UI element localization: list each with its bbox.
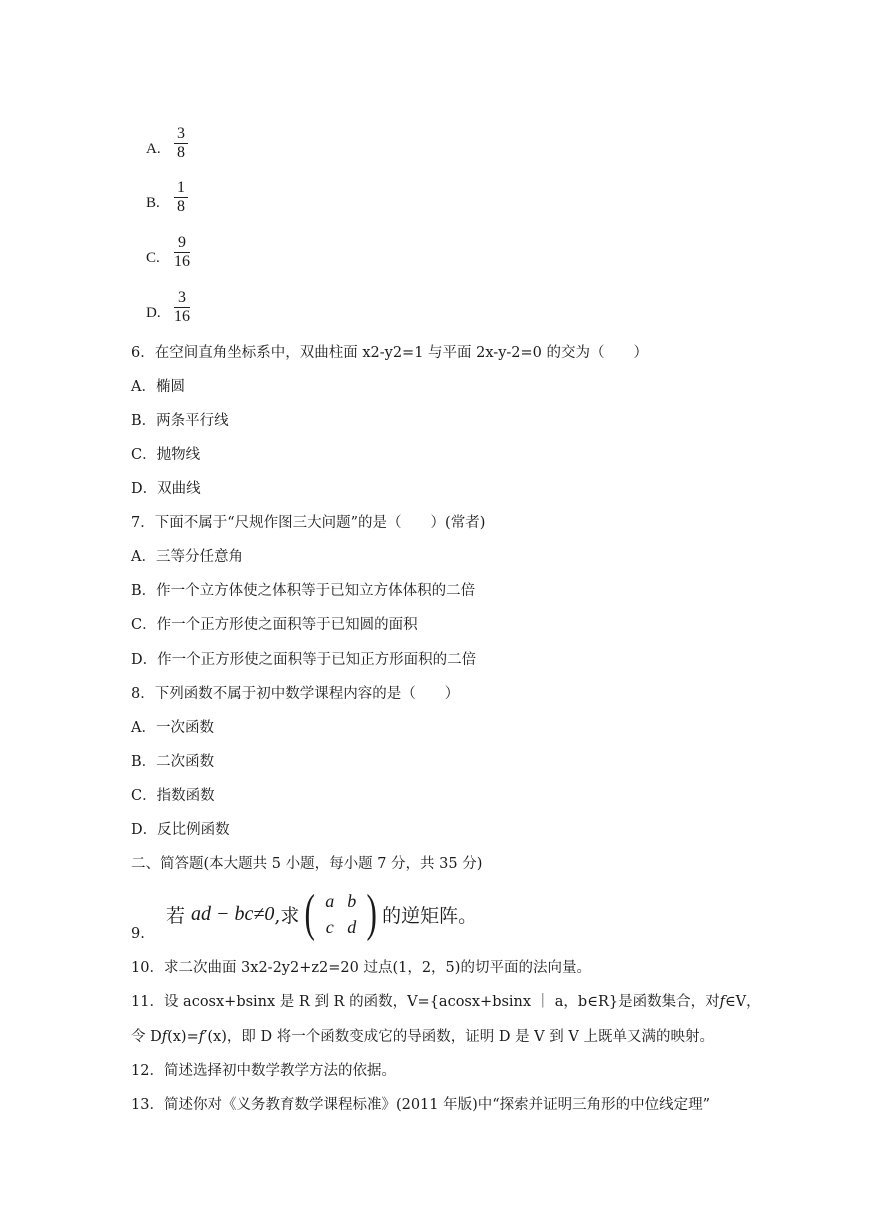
q6-option-d: D．双曲线 xyxy=(131,481,201,497)
q10: 10．求二次曲面 3x2-2y2+z2=20 过点(1，2，5)的切平面的法向量。 xyxy=(131,960,591,976)
fraction xyxy=(174,179,188,216)
denominator: 16 xyxy=(174,308,190,325)
q11-line-2: 令 D𝑓(x)=𝑓′(x)，即 D 将一个函数变成它的导函数，证明 D 是 V 到 V 上既单又满的映射。 xyxy=(131,1029,714,1045)
option-letter: C. xyxy=(146,250,160,266)
matrix-b: b xyxy=(347,890,357,911)
q7-option-d: D．作一个正方形使之面积等于已知正方形面积的二倍 xyxy=(131,652,477,668)
q8-option-a: A．一次函数 xyxy=(131,720,214,736)
matrix-entries xyxy=(319,888,363,940)
denominator: 8 xyxy=(177,198,185,215)
q13: 13．简述你对《义务教育数学课程标准》(2011 年版)中“探索并证明三角形的中位线定理” xyxy=(131,1097,711,1113)
q9-formula xyxy=(166,885,478,942)
q7-option-c: C．作一个正方形使之面积等于已知圆的面积 xyxy=(131,617,418,633)
q6-option-a: A．椭圆 xyxy=(131,379,185,395)
q7-option-b: B．作一个立方体使之体积等于已知立方体体积的二倍 xyxy=(131,583,476,599)
q8-option-b: B．二次函数 xyxy=(131,754,215,770)
q6-option-c: C．抛物线 xyxy=(131,447,201,463)
fraction xyxy=(174,289,190,326)
matrix-c: c xyxy=(325,916,334,937)
numerator: 3 xyxy=(178,289,186,306)
matrix-a: a xyxy=(325,890,335,911)
q9-condition: ad − bc≠0 xyxy=(191,902,275,925)
fraction xyxy=(174,125,188,162)
denominator: 16 xyxy=(174,253,190,270)
q9-number: 9. xyxy=(131,926,145,942)
q6-stem: 6．在空间直角坐标系中，双曲柱面 x2-y2=1 与平面 2x-y-2=0 的交为（ ） xyxy=(131,345,648,361)
section-heading: 二、简答题(本大题共 5 小题，每小题 7 分，共 35 分) xyxy=(131,856,483,872)
q9-post: 的逆矩阵。 xyxy=(382,904,478,927)
numerator: 9 xyxy=(178,234,186,251)
left-paren: ( xyxy=(304,885,316,942)
q9-mid: ,求 xyxy=(274,904,300,927)
q12: 12．简述选择初中数学教学方法的依据。 xyxy=(131,1063,396,1079)
q6-option-b: B．两条平行线 xyxy=(131,413,229,429)
denominator: 8 xyxy=(177,144,185,161)
option-letter: D. xyxy=(146,305,161,321)
q9-pre: 若 xyxy=(166,904,186,927)
numerator: 1 xyxy=(177,179,185,196)
q11-line-1: 11．设 acosx+bsinx 是 R 到 R 的函数，V={acosx+bsinx ｜ a，b∈R}是函数集合，对𝑓∈V， xyxy=(131,994,761,1010)
option-letter: A. xyxy=(146,141,161,157)
option-letter: B. xyxy=(146,195,160,211)
q8-option-c: C．指数函数 xyxy=(131,788,215,804)
fraction xyxy=(174,234,190,271)
q7-stem: 7．下面不属于“尺规作图三大问题”的是（ ）(常者) xyxy=(131,515,486,531)
q7-option-a: A．三等分任意角 xyxy=(131,549,243,565)
q8-stem: 8．下列函数不属于初中数学课程内容的是（ ） xyxy=(131,686,460,702)
q8-option-d: D．反比例函数 xyxy=(131,822,230,838)
right-paren: ) xyxy=(366,885,377,942)
matrix xyxy=(301,885,380,942)
numerator: 3 xyxy=(177,125,185,142)
matrix-d: d xyxy=(347,916,357,937)
